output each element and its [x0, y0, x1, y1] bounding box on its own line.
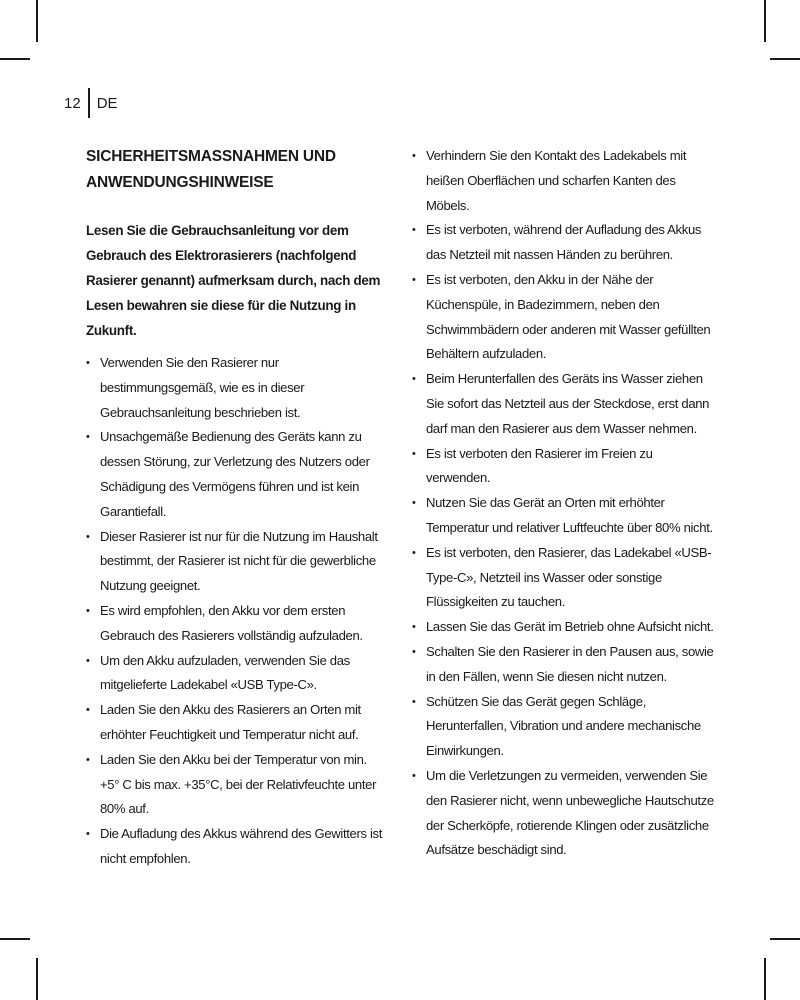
list-item: • Um den Akku aufzuladen, verwenden Sie das mitgelieferte Ladekabel «USB Type-C». [86, 652, 350, 693]
list-item: • Unsachgemäße Bedienung des Geräts kann zu dessen Störung, zur Verletzung des Nutzers oder Schädigung des Vermögens führen und ist kein Garantiefall. [86, 429, 370, 519]
left-column [86, 144, 382, 872]
list-item: • Es ist verboten den Rasierer im Freien zu verwenden. [412, 445, 653, 486]
crop-mark-top-left [36, 0, 38, 42]
crop-mark-right-upper [770, 58, 800, 60]
list-item: • Verhindern Sie den Kontakt des Ladekabels mit heißen Oberflächen und scharfen Kanten des Möbels. [412, 148, 687, 213]
safety-list-right [412, 144, 714, 863]
page-header [64, 88, 118, 118]
intro-paragraph: Lesen Sie die Gebrauchsanleitung vor dem Gebrauch des Elektrorasierers (nachfolgend Rasierer genannt) aufmerksam durch, nach dem Lesen bewahren sie diese für die Nutzung in Zukunft. [86, 223, 381, 338]
list-item: • Schützen Sie das Gerät gegen Schläge, Herunterfallen, Vibration und andere mechanische Einwirkungen. [412, 693, 701, 759]
list-item: • Es ist verboten, während der Aufladung des Akkus das Netzteil mit nassen Händen zu berühren. [412, 222, 702, 263]
language-code: DE [96, 94, 118, 112]
crop-mark-left-upper [0, 58, 30, 60]
section-title: SICHERHEITSMASSNAHMEN UND ANWENDUNGSHINWEISE [86, 148, 336, 191]
list-item: • Lassen Sie das Gerät im Betrieb ohne Aufsicht nicht. [412, 619, 714, 635]
list-item: • Es ist verboten, den Rasierer, das Ladekabel «USB-Type-C», Netzteil ins Wasser oder sonstige Flüssigkeiten zu tauchen. [412, 544, 712, 610]
crop-mark-right-lower [770, 938, 800, 940]
header-divider [88, 88, 90, 118]
list-item: • Laden Sie den Akku bei der Temperatur von min. +5° C bis max. +35°C, bei der Relativfeuchte unter 80% auf. [86, 751, 377, 817]
list-item: • Um die Verletzungen zu vermeiden, verwenden Sie den Rasierer nicht, wenn unbewegliche Hautschutze der Scherköpfe, rotierende Klingen oder zusätzliche Aufsätze beschädigt sind. [412, 767, 714, 858]
crop-mark-bottom-left [36, 958, 38, 1000]
list-item: • Es ist verboten, den Akku in der Nähe der Küchenspüle, in Badezimmern, neben den Schwimmbädern oder anderen mit Wasser gefüllten Behältern aufzuladen. [412, 271, 711, 362]
crop-mark-bottom-right [764, 958, 766, 1000]
list-item: • Dieser Rasierer ist nur für die Nutzung im Haushalt bestimmt, der Rasierer ist nicht für die gewerbliche Nutzung geeignet. [86, 528, 378, 594]
list-item: • Schalten Sie den Rasierer in den Pausen aus, sowie in den Fällen, wenn Sie diesen nicht nutzen. [412, 643, 714, 684]
list-item: • Es wird empfohlen, den Akku vor dem ersten Gebrauch des Rasierers vollständig aufzuladen. [86, 602, 363, 643]
safety-list-left [86, 351, 382, 872]
crop-mark-top-right [764, 0, 766, 42]
page-number: 12 [64, 94, 81, 112]
list-item: • Die Aufladung des Akkus während des Gewitters ist nicht empfohlen. [86, 826, 382, 866]
crop-mark-left-lower [0, 938, 30, 940]
list-item: • Nutzen Sie das Gerät an Orten mit erhöhter Temperatur und relativer Luftfeuchte über 80% nicht. [412, 495, 713, 535]
right-column [412, 144, 714, 863]
list-item: • Beim Herunterfallen des Geräts ins Wasser ziehen Sie sofort das Netzteil aus der Steckdose, erst dann darf man den Rasierer aus dem Wasser nehmen. [412, 371, 710, 436]
list-item: • Verwenden Sie den Rasierer nur bestimmungsgemäß, wie es in dieser Gebrauchsanleitung beschrieben ist. [86, 355, 305, 420]
list-item: • Laden Sie den Akku des Rasierers an Orten mit erhöhter Feuchtigkeit und Temperatur nicht auf. [86, 702, 361, 742]
